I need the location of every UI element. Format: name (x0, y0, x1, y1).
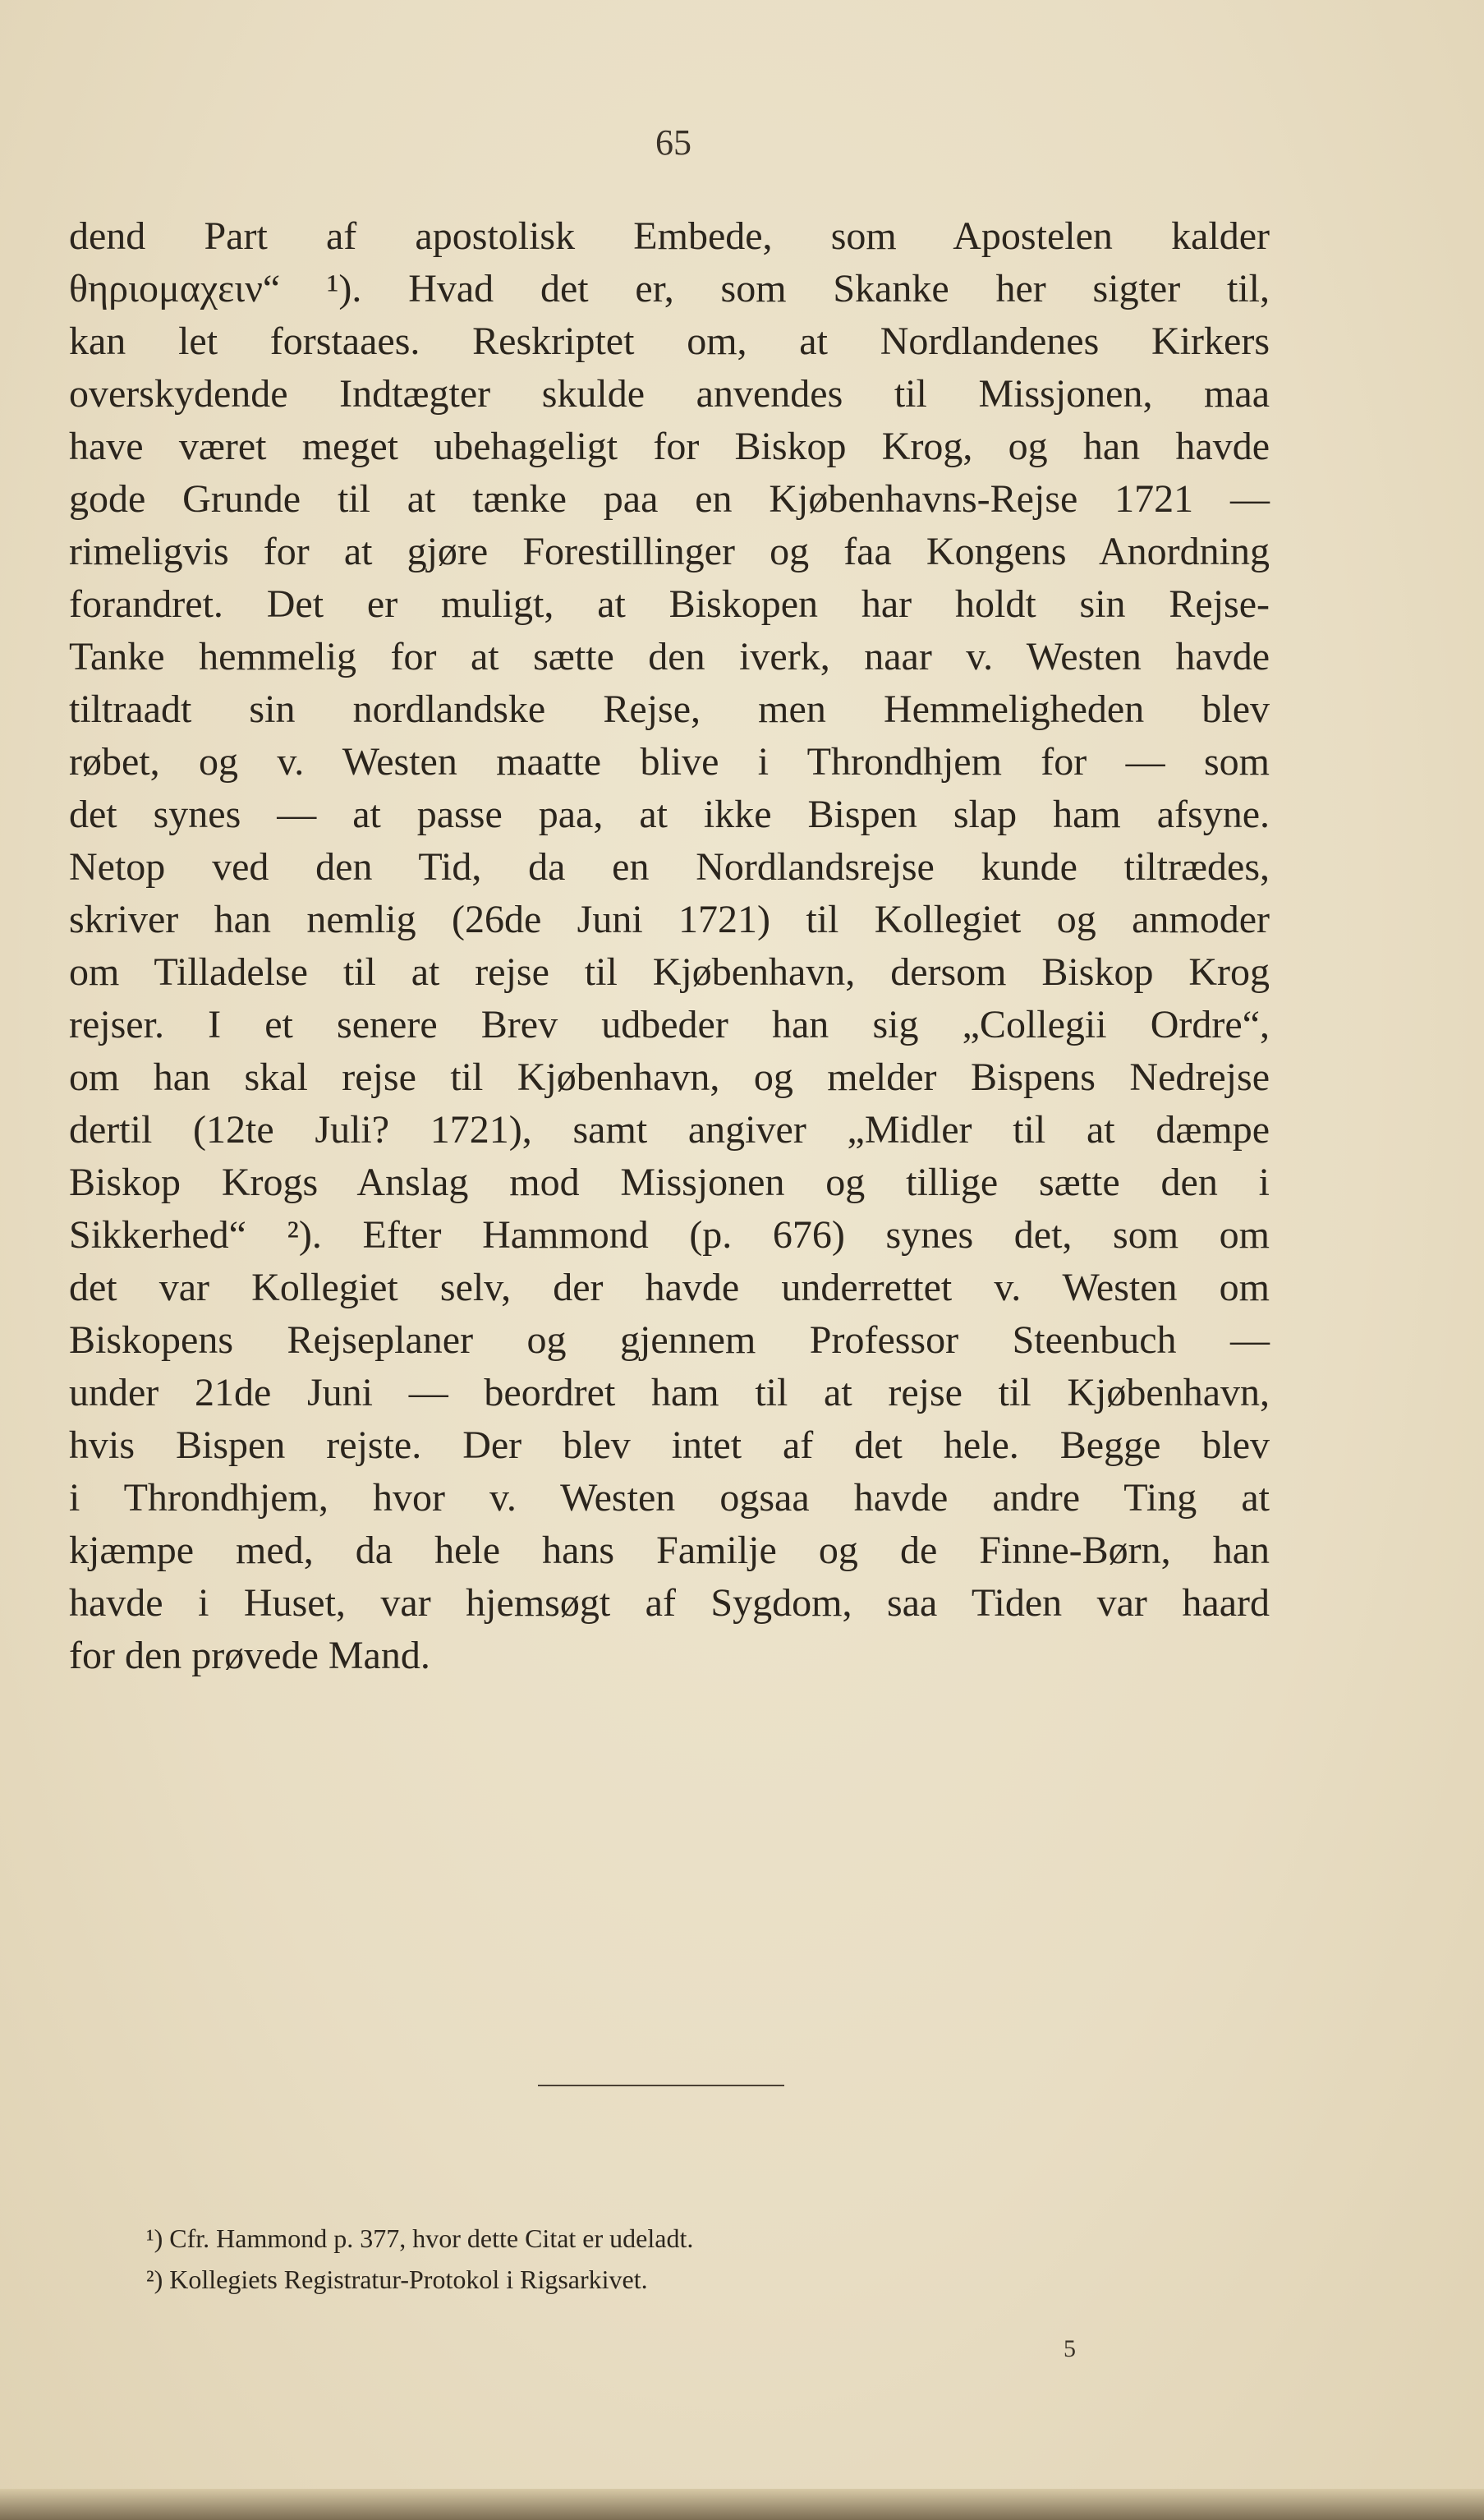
text-line: om han skal rejse til Kjøbenhavn, og melder Bispens Nedrejse (69, 1055, 1270, 1099)
text-line: hvis Bispen rejste. Der blev intet af det hele. Begge blev (69, 1423, 1270, 1467)
page-edge (0, 2489, 1484, 2520)
text-line: kjæmpe med, da hele hans Familje og de Finne-Børn, han (69, 1529, 1270, 1572)
footnote: ²) Kollegiets Registratur-Protokol i Rigsarkivet. (146, 2265, 648, 2294)
text-line: dend Part af apostolisk Embede, som Apostelen kalder (69, 214, 1270, 258)
footnotes (146, 2218, 693, 2300)
text-line: om Tilladelse til at rejse til Kjøbenhavn, dersom Biskop Krog (69, 950, 1270, 994)
text-line: Tanke hemmelig for at sætte den iverk, naar v. Westen havde (69, 635, 1270, 678)
text-line: under 21de Juni — beordret ham til at rejse til Kjøbenhavn, (69, 1371, 1270, 1414)
text-line: det synes — at passe paa, at ikke Bispen slap ham afsyne. (69, 793, 1270, 836)
footnote-divider (538, 2085, 784, 2086)
page-number: 65 (655, 122, 691, 163)
text-line: Biskopens Rejseplaner og gjennem Professor Steenbuch — (69, 1318, 1270, 1362)
text-line: overskydende Indtægter skulde anvendes til Missjonen, maa (69, 372, 1270, 416)
text-line: Sikkerhed“ ²). Efter Hammond (p. 676) synes det, som om (69, 1213, 1270, 1257)
text-line: tiltraadt sin nordlandske Rejse, men Hemmeligheden blev (69, 687, 1270, 731)
text-line: dertil (12te Juli? 1721), samt angiver „Midler til at dæmpe (69, 1108, 1270, 1152)
text-line: gode Grunde til at tænke paa en Kjøbenhavns-Rejse 1721 — (69, 477, 1270, 521)
text-line: for den prøvede Mand. (69, 1634, 430, 1677)
text-line: have været meget ubehageligt for Biskop Krog, og han havde (69, 425, 1270, 468)
text-line: rimeligvis for at gjøre Forestillinger og faa Kongens Anordning (69, 530, 1270, 573)
text-line: θηριομαχειν“ ¹). Hvad det er, som Skanke her sigter til, (69, 267, 1270, 310)
text-line: det var Kollegiet selv, der havde underrettet v. Westen om (69, 1266, 1270, 1309)
text-line: Netop ved den Tid, da en Nordlandsrejse kunde tiltrædes, (69, 845, 1270, 889)
text-line: i Throndhjem, hvor v. Westen ogsaa havde andre Ting at (69, 1476, 1270, 1520)
text-line: skriver han nemlig (26de Juni 1721) til Kollegiet og anmoder (69, 898, 1270, 941)
body-text (69, 210, 1270, 1682)
text-line: Biskop Krogs Anslag mod Missjonen og tillige sætte den i (69, 1161, 1270, 1204)
signature-mark: 5 (1064, 2335, 1076, 2362)
text-line: havde i Huset, var hjemsøgt af Sygdom, saa Tiden var haard (69, 1581, 1270, 1625)
text-line: rejser. I et senere Brev udbeder han sig „Collegii Ordre“, (69, 1003, 1270, 1046)
text-line: forandret. Det er muligt, at Biskopen har holdt sin Rejse- (69, 582, 1270, 626)
text-line: kan let forstaaes. Reskriptet om, at Nordlandenes Kirkers (69, 320, 1270, 363)
footnote: ¹) Cfr. Hammond p. 377, hvor dette Citat er udeladt. (146, 2223, 694, 2253)
text-line: røbet, og v. Westen maatte blive i Throndhjem for — som (69, 740, 1270, 784)
